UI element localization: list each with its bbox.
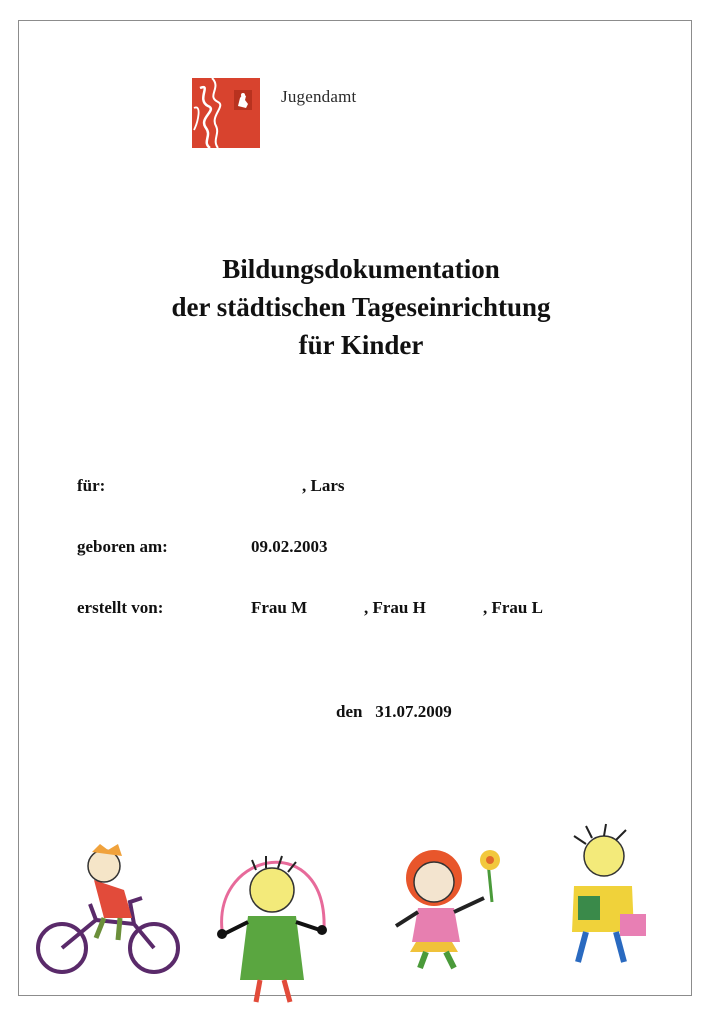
fuer-label: für: xyxy=(77,476,106,495)
jugendamt-logo-text: Jugendamt xyxy=(281,87,357,106)
geboren-value: 09.02.2003 xyxy=(251,537,328,556)
document-title xyxy=(0,250,722,364)
child-on-bicycle-illustration xyxy=(34,840,184,980)
lion-icon xyxy=(234,90,252,110)
erstellt-value-3: , Frau L xyxy=(483,598,543,617)
title-line-1: Bildungsdokumentation xyxy=(222,254,500,284)
jugendamt-logo-mark xyxy=(192,78,260,148)
child-jumping-rope-illustration xyxy=(208,830,338,1010)
date-line: den 31.07.2009 xyxy=(336,702,452,721)
child-with-flower-illustration xyxy=(388,842,538,972)
child-with-bag-illustration xyxy=(552,822,652,982)
erstellt-value-1: Frau M xyxy=(251,598,308,617)
erstellt-value-2: , Frau H xyxy=(364,598,426,617)
fuer-value: , Lars xyxy=(302,476,345,495)
title-line-2: der städtischen Tageseinrichtung xyxy=(171,292,551,322)
geboren-label: geboren am: xyxy=(77,537,168,556)
title-line-3: für Kinder xyxy=(298,330,424,360)
erstellt-label: erstellt von: xyxy=(77,598,164,617)
